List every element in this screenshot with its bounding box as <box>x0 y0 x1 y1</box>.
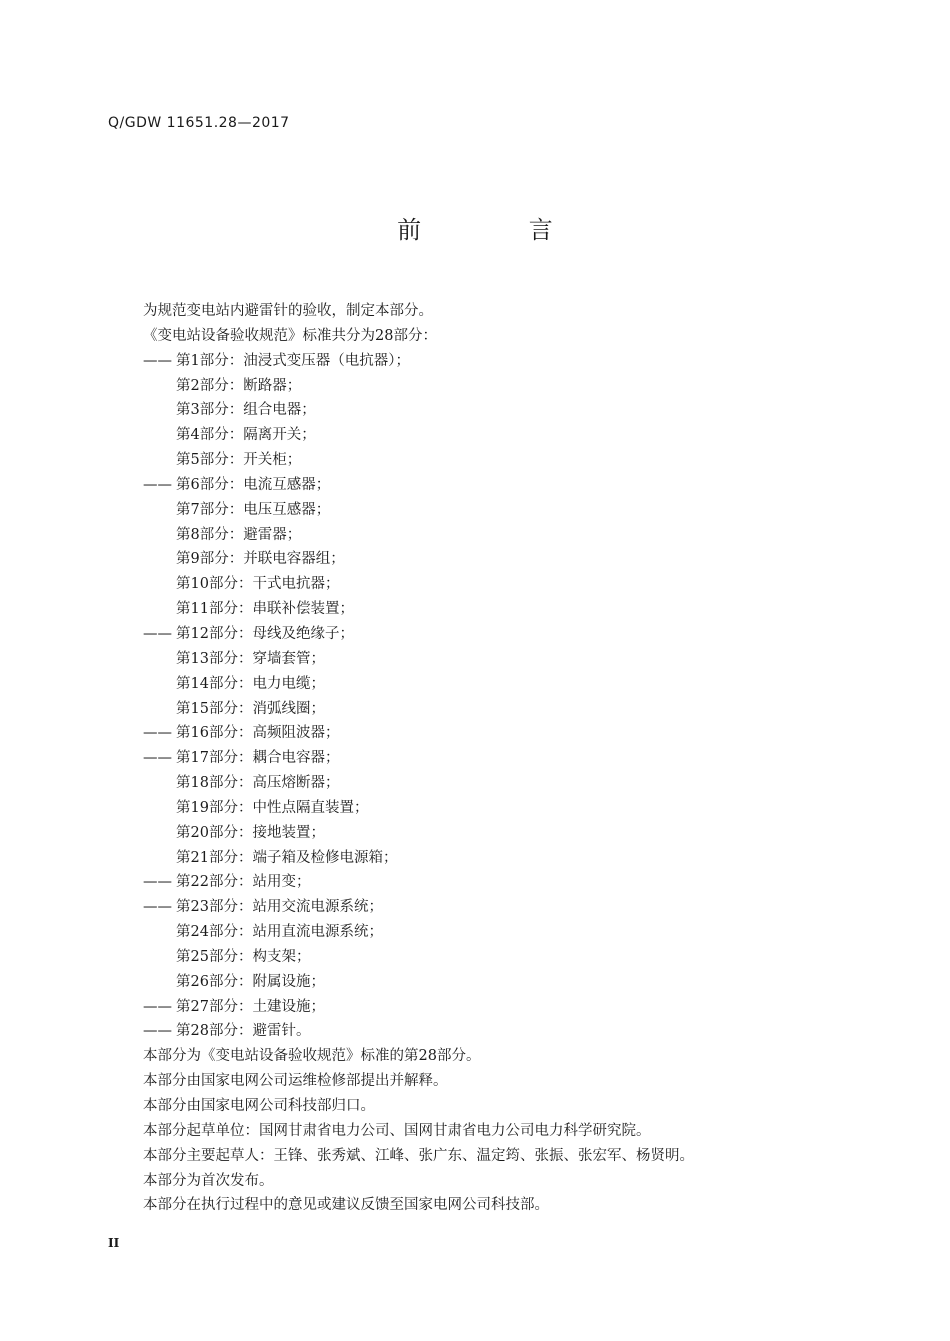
list-dash: —— <box>143 899 172 916</box>
part-list-text: 第4部分：隔离开关； <box>176 427 316 444</box>
part-list-text: 第3部分：组合电器； <box>176 402 316 419</box>
part-list-text: 第18部分：高压熔断器； <box>176 775 340 792</box>
part-list-text: 第26部分：附属设施； <box>176 973 325 990</box>
closing-line: 本部分起草单位：国网甘肃省电力公司、国网甘肃省电力公司电力科学研究院。 <box>143 1122 651 1139</box>
part-list-text: 第24部分：站用直流电源系统； <box>176 924 383 941</box>
part-list-text: 第27部分：土建设施； <box>176 998 325 1015</box>
part-list-text: 第9部分：并联电容器组； <box>176 551 345 568</box>
part-list-item <box>143 498 863 523</box>
page-title: 前 言 <box>397 216 603 244</box>
part-list-item <box>143 572 863 597</box>
closing-line: 本部分主要起草人：王锋、张秀斌、江峰、张广东、温定筠、张振、张宏军、杨贤明。 <box>143 1147 694 1164</box>
intro-line: 为规范变电站内避雷针的验收，制定本部分。 <box>143 303 433 319</box>
part-list-text: 第2部分：断路器； <box>176 377 302 394</box>
closing-line: 本部分为首次发布。 <box>143 1172 274 1189</box>
closing-line: 本部分在执行过程中的意见或建议反馈至国家电网公司科技部。 <box>143 1197 549 1214</box>
part-list-text: 第28部分：避雷针。 <box>176 1023 311 1040</box>
closing-line: 本部分为《变电站设备验收规范》标准的第28部分。 <box>143 1048 481 1065</box>
part-list-text: 第6部分：电流互感器； <box>176 476 331 493</box>
part-list-text: 第25部分：构支架； <box>176 948 311 965</box>
list-dash: —— <box>143 352 172 369</box>
part-list-text: 第5部分：开关柜； <box>176 452 302 469</box>
part-list-item <box>143 771 863 796</box>
part-list-text: 第11部分：串联补偿装置； <box>176 601 354 618</box>
part-list-item <box>143 895 863 920</box>
part-list-item <box>143 473 863 498</box>
part-list-item <box>143 995 863 1020</box>
list-dash: —— <box>143 476 172 493</box>
part-list-item <box>143 597 863 622</box>
page-number: II <box>108 1236 120 1250</box>
part-list-item <box>143 945 863 970</box>
part-list-text: 第16部分：高频阻波器； <box>176 725 340 742</box>
part-list-item <box>143 423 863 448</box>
closing-line: 本部分由国家电网公司运维检修部提出并解释。 <box>143 1073 448 1090</box>
intro-line: 《变电站设备验收规范》标准共分为28部分： <box>143 327 437 344</box>
part-list-text: 第21部分：端子箱及检修电源箱； <box>176 849 398 866</box>
part-list-text: 第12部分：母线及绝缘子； <box>176 625 354 642</box>
part-list-text: 第7部分：电压互感器； <box>176 501 331 518</box>
part-list-item <box>143 647 863 672</box>
list-dash: —— <box>143 1023 172 1040</box>
part-list-item <box>143 398 863 423</box>
part-list-item <box>143 870 863 895</box>
parts-list <box>143 349 863 1045</box>
part-list-text: 第20部分：接地装置； <box>176 824 325 841</box>
part-list-text: 第1部分：油浸式变压器（电抗器）； <box>176 352 410 369</box>
part-list-text: 第14部分：电力电缆； <box>176 675 325 692</box>
part-list-item <box>143 821 863 846</box>
part-list-text: 第15部分：消弧线圈； <box>176 700 325 717</box>
part-list-item <box>143 672 863 697</box>
foreword-body <box>143 299 863 1218</box>
part-list-text: 第23部分：站用交流电源系统； <box>176 899 383 916</box>
part-list-item <box>143 970 863 995</box>
list-dash: —— <box>143 625 172 642</box>
part-list-item <box>143 796 863 821</box>
part-list-item <box>143 374 863 399</box>
list-dash: —— <box>143 725 172 742</box>
part-list-item <box>143 721 863 746</box>
part-list-text: 第8部分：避雷器； <box>176 526 302 543</box>
part-list-item <box>143 523 863 548</box>
part-list-item <box>143 547 863 572</box>
part-list-item <box>143 1019 863 1044</box>
list-dash: —— <box>143 998 172 1015</box>
part-list-text: 第22部分：站用变； <box>176 874 311 891</box>
part-list-text: 第10部分：干式电抗器； <box>176 576 340 593</box>
list-dash: —— <box>143 874 172 891</box>
part-list-text: 第19部分：中性点隔直装置； <box>176 799 369 816</box>
closing-line: 本部分由国家电网公司科技部归口。 <box>143 1098 375 1114</box>
part-list-item <box>143 622 863 647</box>
document-code: Q/GDW 11651.28—2017 <box>108 115 290 131</box>
part-list-item <box>143 349 863 374</box>
part-list-item <box>143 746 863 771</box>
part-list-item <box>143 846 863 871</box>
part-list-text: 第17部分：耦合电容器； <box>176 750 340 767</box>
part-list-item <box>143 920 863 945</box>
part-list-item <box>143 448 863 473</box>
list-dash: —— <box>143 750 172 767</box>
part-list-item <box>143 697 863 722</box>
part-list-text: 第13部分：穿墙套管； <box>176 650 325 667</box>
